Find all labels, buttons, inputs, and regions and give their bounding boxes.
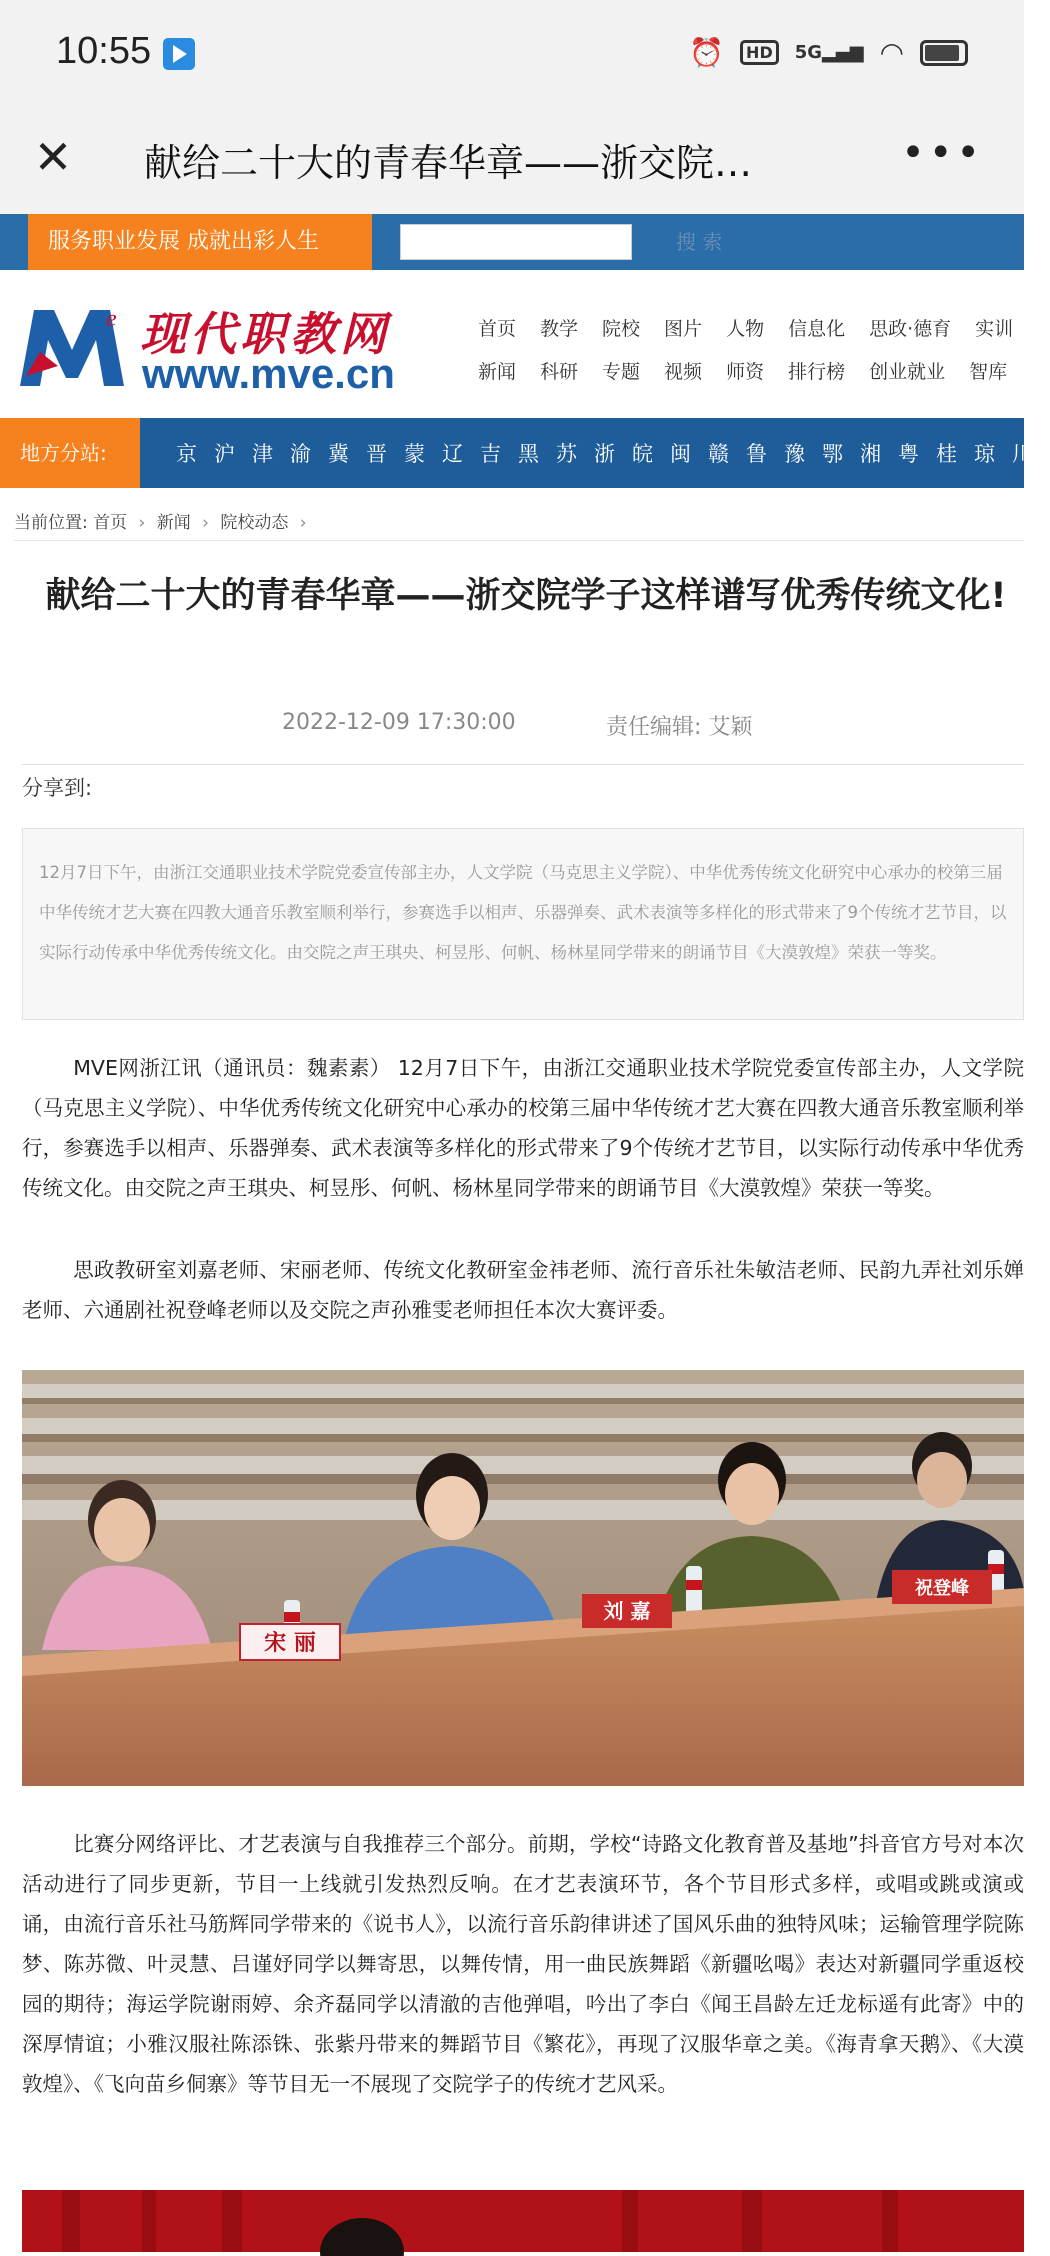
region-link[interactable]: 渝: [290, 442, 311, 466]
close-icon[interactable]: ✕: [33, 130, 73, 184]
meta-divider: [22, 764, 1024, 765]
region-link[interactable]: 京: [176, 442, 197, 466]
status-bar: [0, 0, 1024, 108]
nav-item[interactable]: 人物: [726, 318, 765, 340]
article-paragraph-2: 思政教研室刘嘉老师、宋丽老师、传统文化教研室金祎老师、流行音乐社朱敏洁老师、民韵九弄社刘乐婵老师、六通剧社祝登峰老师以及交院之声孙雅雯老师担任本次大赛评委。: [22, 1258, 1024, 1322]
nav-item[interactable]: 院校: [602, 318, 641, 340]
nav-item[interactable]: 师资: [726, 361, 765, 383]
breadcrumb-category[interactable]: 院校动态: [220, 513, 289, 533]
region-link[interactable]: 冀: [328, 442, 349, 466]
site-top-bar: [0, 214, 1024, 270]
breadcrumb-home[interactable]: 首页: [93, 513, 128, 533]
region-link[interactable]: 津: [252, 442, 273, 466]
breadcrumb-news[interactable]: 新闻: [156, 513, 191, 533]
site-header: [0, 270, 1024, 416]
article-summary: 12月7日下午，由浙江交通职业技术学院党委宣传部主办，人文学院（马克思主义学院）、中华优秀传统文化研究中心承办的校第三届中华传统才艺大赛在四教大通音乐教室顺利举行，参赛选手以相声、乐器弹奏、武术表演等多样化的形式带来了9个传统才艺节目，以实际行动传承中华优秀传统文化。由交院之声王琪央、柯昱彤、何帆、杨林星同学带来的朗诵节目《大漠敦煌》荣获一等奖。: [22, 828, 1024, 1020]
region-link[interactable]: 鲁: [746, 442, 767, 466]
hd-icon: HD: [740, 40, 779, 65]
breadcrumb-separator: ›: [202, 513, 209, 533]
article-photo-judges: [22, 1370, 1024, 1786]
share-label: 分享到:: [22, 776, 93, 800]
breadcrumb-divider: [14, 540, 1024, 541]
region-link[interactable]: 黑: [518, 442, 539, 466]
article-paragraph-1: MVE网浙江讯（通讯员：魏素素） 12月7日下午，由浙江交通职业技术学院党委宣传部主办，人文学院（马克思主义学院）、中华优秀传统文化研究中心承办的校第三届中华传统才艺大赛在四教大通音乐教室顺利举行，参赛选手以相声、乐器弹奏、武术表演等多样化的形式带来了9个传统才艺节目，以实际行动传承中华优秀传统文化。由交院之声王琪央、柯昱彤、何帆、杨林星同学带来的朗诵节目《大漠敦煌》荣获一等奖。: [22, 1056, 1024, 1200]
region-link[interactable]: 豫: [784, 442, 805, 466]
regional-sites-label: 地方分站:: [0, 418, 140, 488]
svg-text:e: e: [106, 306, 117, 332]
performance-photo-illustration: [22, 2190, 1024, 2252]
region-link[interactable]: 桂: [936, 442, 957, 466]
region-link[interactable]: 苏: [556, 442, 577, 466]
article-photo-performance: [22, 2190, 1024, 2252]
article-editor: 责任编辑: 艾颖: [606, 715, 753, 740]
region-link[interactable]: 粤: [898, 442, 919, 466]
nav-item[interactable]: 智库: [969, 361, 1008, 383]
nav-item[interactable]: 创业就业: [869, 361, 946, 383]
nav-item[interactable]: 视频: [664, 361, 703, 383]
region-link[interactable]: 皖: [632, 442, 653, 466]
nav-item[interactable]: 专题: [602, 361, 641, 383]
region-link[interactable]: 沪: [214, 442, 235, 466]
region-link[interactable]: 川: [1012, 442, 1033, 466]
signal-icon: 5G▂▄▆: [794, 42, 864, 63]
nameplate-3: 祝登峰: [915, 1578, 969, 1599]
nav-row-1: [478, 314, 1024, 341]
region-link[interactable]: 鄂: [822, 442, 843, 466]
app-notification-icon: [163, 38, 195, 70]
regional-sites-bar: [0, 418, 1033, 488]
nav-item[interactable]: 信息化: [788, 318, 846, 340]
region-link[interactable]: 辽: [442, 442, 463, 466]
page-title: 献给二十大的青春华章——浙交院…: [144, 141, 753, 185]
search-input[interactable]: [400, 224, 632, 260]
site-slogan: 服务职业发展 成就出彩人生: [28, 214, 372, 270]
search-button[interactable]: 搜 索: [676, 230, 723, 254]
more-icon[interactable]: •••: [901, 130, 984, 176]
region-link[interactable]: 吉: [480, 442, 501, 466]
nav-item[interactable]: 实训: [975, 318, 1014, 340]
article-paragraph-3: 比赛分网络评比、才艺表演与自我推荐三个部分。前期，学校“诗路文化教育普及基地”抖音官方号对本次活动进行了同步更新，节目一上线就引发热烈反响。在才艺表演环节，各个节目形式多样，或唱或跳或演或诵，由流行音乐社马筋辉同学带来的《说书人》，以流行音乐韵律讲述了国风乐曲的独特风味；运输管理学院陈梦、陈苏微、叶灵慧、吕谨妤同学以舞寄思，以舞传情，用一曲民族舞蹈《新疆吆喝》表达对新疆同学重返校园的期待；海运学院谢雨婷、余齐磊同学以清澈的吉他弹唱，吟出了李白《闻王昌龄左迁龙标遥有此寄》中的深厚情谊；小雅汉服社陈添铢、张紫丹带来的舞蹈节目《繁花》，再现了汉服华章之美。《海青拿天鹅》、《大漠敦煌》、《飞向苗乡侗寨》等节目无一不展现了交院学子的传统才艺风采。: [22, 1832, 1024, 2096]
system-icons: [689, 36, 968, 69]
region-link[interactable]: 湘: [860, 442, 881, 466]
nav-item[interactable]: 图片: [664, 318, 703, 340]
nav-item[interactable]: 思政·德育: [869, 318, 952, 340]
wifi-icon: ◠: [879, 36, 904, 69]
logo-url[interactable]: www.mve.cn: [142, 350, 395, 397]
judges-photo-illustration: [22, 1370, 1024, 1786]
logo-m-icon[interactable]: [20, 306, 124, 386]
breadcrumb: [14, 508, 313, 533]
battery-icon: [920, 40, 968, 66]
region-link[interactable]: 琼: [974, 442, 995, 466]
region-link[interactable]: 蒙: [404, 442, 425, 466]
nav-item[interactable]: 教学: [540, 318, 579, 340]
breadcrumb-label: 当前位置:: [14, 513, 88, 533]
article-date: 2022-12-09 17:30:00: [282, 710, 516, 735]
nav-item[interactable]: 科研: [540, 361, 579, 383]
nav-item[interactable]: 首页: [478, 318, 517, 340]
main-nav: [478, 314, 1024, 400]
nameplate-2: 刘 嘉: [603, 1599, 651, 1623]
region-link[interactable]: 闽: [670, 442, 691, 466]
region-link[interactable]: 晋: [366, 442, 387, 466]
breadcrumb-separator: ›: [299, 513, 307, 533]
nameplate-1: 宋 丽: [264, 1630, 316, 1656]
nav-item[interactable]: 新闻: [478, 361, 517, 383]
status-time: 10:55: [56, 30, 152, 72]
nav-row-2: [478, 357, 1024, 384]
article-title: 献给二十大的青春华章——浙交院学子这样谱写优秀传统文化!: [45, 576, 1007, 616]
browser-title-bar: [0, 108, 1024, 214]
logo-chinese-name[interactable]: 现代职教网: [140, 307, 390, 361]
regional-sites-list: [176, 418, 1050, 488]
breadcrumb-separator: ›: [138, 513, 146, 533]
nav-item[interactable]: 排行榜: [788, 361, 846, 383]
region-link[interactable]: 浙: [594, 442, 615, 466]
alarm-icon: ⏰: [689, 36, 725, 69]
region-link[interactable]: 赣: [708, 442, 729, 466]
